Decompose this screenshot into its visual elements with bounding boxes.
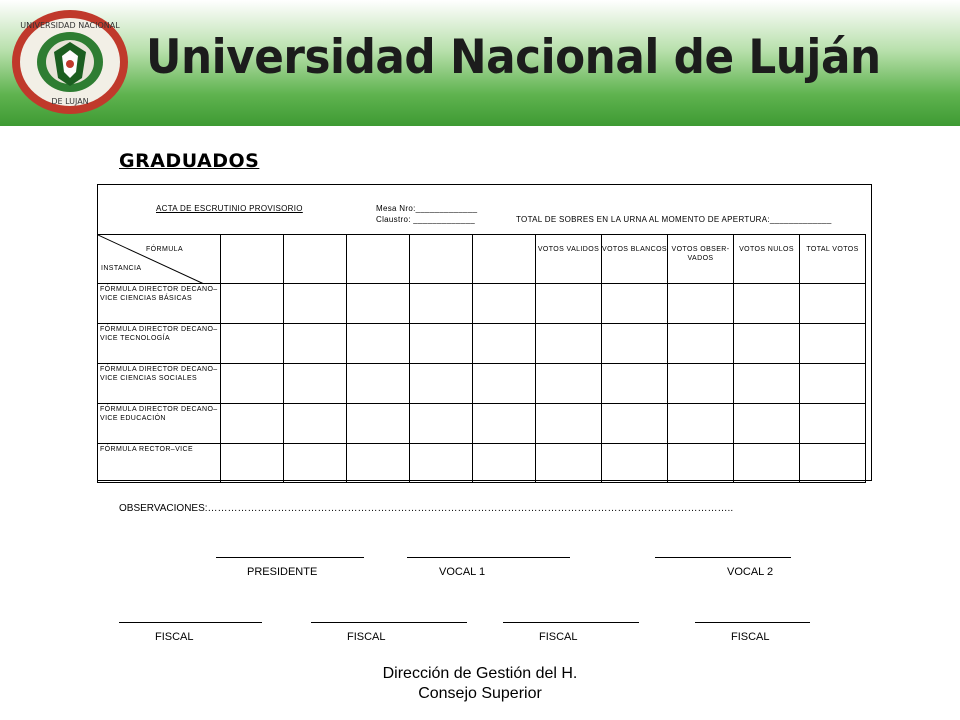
vocal2-signature-line[interactable] xyxy=(655,557,791,558)
vocal1-label: VOCAL 1 xyxy=(439,566,486,578)
input-cell[interactable] xyxy=(602,284,668,324)
fiscal-label: FISCAL xyxy=(731,631,770,643)
input-cell[interactable] xyxy=(668,404,734,444)
empty-cell xyxy=(284,235,347,284)
footer-line-2: Consejo Superior xyxy=(418,685,542,702)
empty-cell xyxy=(410,235,473,284)
fiscal-signature-line[interactable] xyxy=(119,622,262,623)
input-cell[interactable] xyxy=(668,364,734,404)
votos-observados-header: VOTOS OBSER- VADOS xyxy=(668,235,734,284)
input-cell[interactable] xyxy=(668,284,734,324)
input-cell[interactable] xyxy=(668,444,734,483)
instancia-header: INSTANCIA xyxy=(101,265,142,272)
fiscal-signature-line[interactable] xyxy=(695,622,810,623)
input-cell[interactable] xyxy=(473,324,536,364)
scrutiny-table xyxy=(97,234,866,483)
input-cell[interactable] xyxy=(473,444,536,483)
fiscal-signature-line[interactable] xyxy=(311,622,467,623)
input-cell[interactable] xyxy=(347,444,410,483)
input-cell[interactable] xyxy=(410,364,473,404)
votos-validos-header: VOTOS VALIDOS xyxy=(536,235,602,284)
input-cell[interactable] xyxy=(410,284,473,324)
footer xyxy=(0,664,960,704)
table-row xyxy=(98,284,866,324)
total-votos-header: TOTAL VOTOS xyxy=(800,235,866,284)
input-cell[interactable] xyxy=(602,404,668,444)
input-cell[interactable] xyxy=(536,284,602,324)
mesa-field: Mesa Nro:_____________ xyxy=(376,204,478,213)
footer-line-1: Dirección de Gestión del H. xyxy=(382,665,578,682)
input-cell[interactable] xyxy=(473,284,536,324)
input-cell[interactable] xyxy=(473,364,536,404)
empty-cell xyxy=(221,235,284,284)
table-row xyxy=(98,324,866,364)
fiscal-label: FISCAL xyxy=(347,631,386,643)
empty-cell xyxy=(347,235,410,284)
total-sobres-field: TOTAL DE SOBRES EN LA URNA AL MOMENTO DE APERTURA:_____________ xyxy=(516,215,832,224)
input-cell[interactable] xyxy=(602,444,668,483)
instancia-cell: FÓRMULA DIRECTOR DECANO–VICE CIENCIAS BÁSICAS xyxy=(98,284,221,324)
input-cell[interactable] xyxy=(410,444,473,483)
input-cell[interactable] xyxy=(800,324,866,364)
header-banner xyxy=(0,0,960,126)
observaciones-field[interactable]: OBSERVACIONES:………………………………………………………………………………………………………………………………………….. xyxy=(119,503,734,514)
input-cell[interactable] xyxy=(221,324,284,364)
fiscal-label: FISCAL xyxy=(155,631,194,643)
input-cell[interactable] xyxy=(536,324,602,364)
formula-instancia-header xyxy=(98,235,221,284)
fiscal-signature-line[interactable] xyxy=(503,622,639,623)
table-header-row xyxy=(98,235,866,284)
presidente-label: PRESIDENTE xyxy=(247,566,318,578)
input-cell[interactable] xyxy=(410,324,473,364)
university-seal-logo xyxy=(8,6,132,118)
input-cell[interactable] xyxy=(221,364,284,404)
input-cell[interactable] xyxy=(734,284,800,324)
acta-title: ACTA DE ESCRUTINIO PROVISORIO xyxy=(156,204,303,213)
vocal2-label: VOCAL 2 xyxy=(727,566,774,578)
input-cell[interactable] xyxy=(221,404,284,444)
formula-header: FÓRMULA xyxy=(146,246,184,253)
table-row xyxy=(98,444,866,483)
input-cell[interactable] xyxy=(221,444,284,483)
input-cell[interactable] xyxy=(221,284,284,324)
input-cell[interactable] xyxy=(347,284,410,324)
input-cell[interactable] xyxy=(800,364,866,404)
input-cell[interactable] xyxy=(473,404,536,444)
table-row xyxy=(98,404,866,444)
input-cell[interactable] xyxy=(284,444,347,483)
university-title: Universidad Nacional de Luján xyxy=(146,30,881,85)
section-title: GRADUADOS xyxy=(119,150,260,172)
votos-nulos-header: VOTOS NULOS xyxy=(734,235,800,284)
instancia-cell: FÓRMULA RECTOR–VICE xyxy=(98,444,221,483)
input-cell[interactable] xyxy=(734,444,800,483)
table-row xyxy=(98,364,866,404)
diagonal-divider xyxy=(98,235,220,284)
votos-blancos-header: VOTOS BLANCOS xyxy=(602,235,668,284)
input-cell[interactable] xyxy=(800,444,866,483)
instancia-cell: FÓRMULA DIRECTOR DECANO–VICE EDUCACIÓN xyxy=(98,404,221,444)
input-cell[interactable] xyxy=(602,324,668,364)
input-cell[interactable] xyxy=(800,404,866,444)
instancia-cell: FÓRMULA DIRECTOR DECANO–VICE TECNOLOGÍA xyxy=(98,324,221,364)
input-cell[interactable] xyxy=(347,324,410,364)
input-cell[interactable] xyxy=(734,404,800,444)
input-cell[interactable] xyxy=(536,404,602,444)
input-cell[interactable] xyxy=(410,404,473,444)
input-cell[interactable] xyxy=(800,284,866,324)
vocal1-signature-line[interactable] xyxy=(407,557,570,558)
presidente-signature-line[interactable] xyxy=(216,557,364,558)
instancia-cell: FÓRMULA DIRECTOR DECANO–VICE CIENCIAS SOCIALES xyxy=(98,364,221,404)
claustro-field: Claustro: _____________ xyxy=(376,215,475,224)
input-cell[interactable] xyxy=(734,364,800,404)
input-cell[interactable] xyxy=(284,404,347,444)
input-cell[interactable] xyxy=(284,324,347,364)
input-cell[interactable] xyxy=(536,364,602,404)
svg-text:DE LUJAN: DE LUJAN xyxy=(51,97,89,106)
input-cell[interactable] xyxy=(734,324,800,364)
input-cell[interactable] xyxy=(536,444,602,483)
input-cell[interactable] xyxy=(284,284,347,324)
input-cell[interactable] xyxy=(347,364,410,404)
input-cell[interactable] xyxy=(602,364,668,404)
svg-text:UNIVERSIDAD NACIONAL: UNIVERSIDAD NACIONAL xyxy=(20,21,120,30)
input-cell[interactable] xyxy=(668,324,734,364)
input-cell[interactable] xyxy=(347,404,410,444)
empty-cell xyxy=(473,235,536,284)
input-cell[interactable] xyxy=(284,364,347,404)
fiscal-label: FISCAL xyxy=(539,631,578,643)
